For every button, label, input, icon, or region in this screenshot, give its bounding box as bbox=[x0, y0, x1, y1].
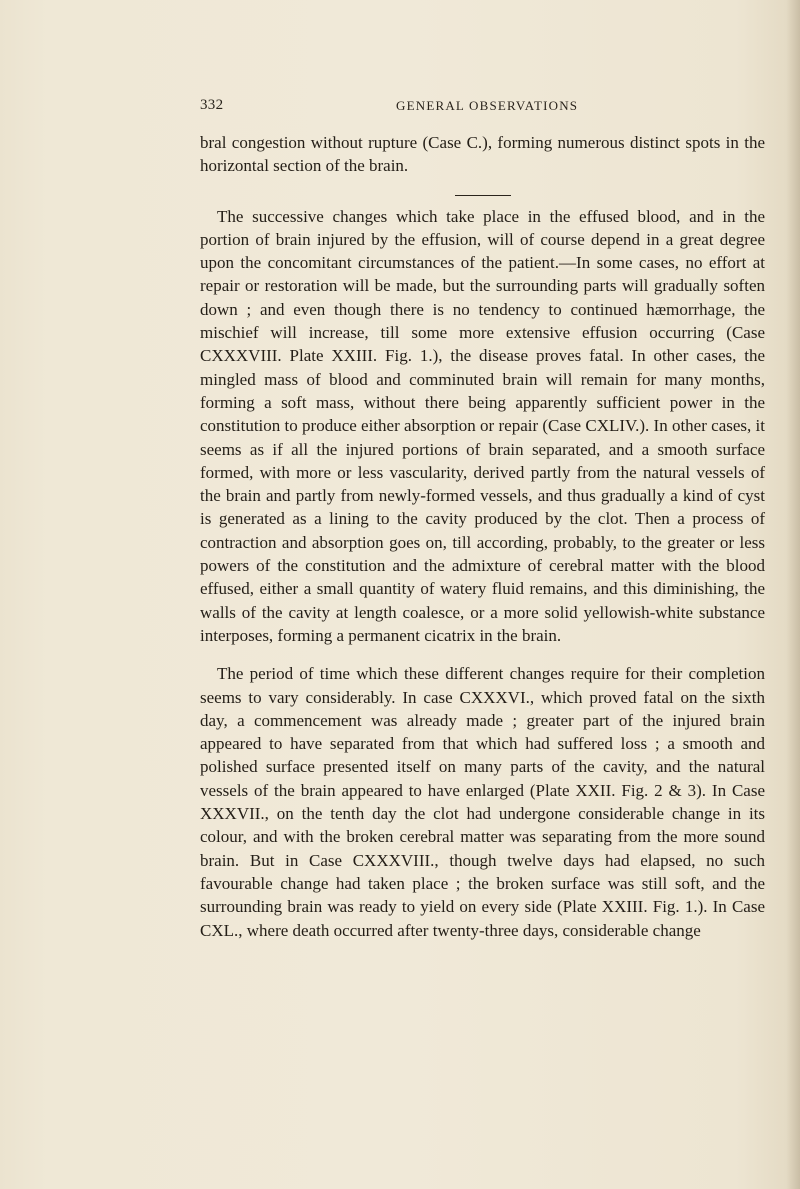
paragraph-gap bbox=[200, 647, 765, 662]
section-divider-rule bbox=[455, 195, 511, 196]
running-title: GENERAL OBSERVATIONS bbox=[396, 98, 579, 113]
page-number: 332 bbox=[200, 97, 224, 113]
paragraph-successive-changes: The successive changes which take place in the effused blood, and in the portion of brain injured by the effusion, will of course depend in a great degree upon the concomitant circumstances of the patient.—In some cases, no effort at repair or restoration will be made, but the surrounding parts will gradually soften down ; and even though there is no tendency to continued hæmorrhage, the mischief will increase, till some more extensive effusion occurring (Case CXXXVIII. Plate XXIII. Fig. 1.), the disease proves fatal. In other cases, the mingled mass of blood and comminuted brain will remain for many months, forming a soft mass, without there being apparently sufficient power in the constitution to produce either absorption or repair (Case CXLIV.). In other cases, it seems as if all the injured portions of brain separated, and a smooth surface formed, with more or less vascularity, derived partly from the natural vessels of the brain and partly from newly-formed vessels, and thus gradually a kind of cyst is generated as a lining to the cavity produced by the clot. Then a process of contraction and absorption goes on, till according, probably, to the greater or less powers of the constitution and the admixture of cerebral matter with the blood effused, either a small quantity of watery fluid remains, and this diminishing, the walls of the cavity at length coalesce, or a more solid yellowish-white substance interposes, forming a permanent cicatrix in the brain. bbox=[200, 206, 765, 645]
body-text bbox=[200, 131, 765, 942]
running-head bbox=[200, 97, 765, 117]
page-edge-shadow bbox=[786, 0, 800, 1189]
paragraph-continued: bral congestion without rupture (Case C.), forming numerous distinct spots in the horizontal section of the brain. bbox=[200, 133, 765, 176]
paragraph-period-of-time: The period of time which these different changes require for their completion seems to vary considerably. In case CXXXVI., which proved fatal on the sixth day, a commencement was already made ; greater part of the injured brain appeared to have separated from that which had suffered loss ; a smooth and polished surface presented itself on many parts of the cavity, and the natural vessels of the brain appeared to have enlarged (Plate XXII. Fig. 2 & 3). In Case XXXVII., on the tenth day the clot had undergone considerable change in its colour, and with the broken cerebral matter was separating from the more sound brain. But in Case CXXXVIII., though twelve days had elapsed, no such favourable change had taken place ; the broken surface was still soft, and the surrounding brain was ready to yield on every side (Plate XXIII. Fig. 1.). In Case CXL., where death occurred after twenty-three days, considerable change bbox=[200, 664, 765, 940]
